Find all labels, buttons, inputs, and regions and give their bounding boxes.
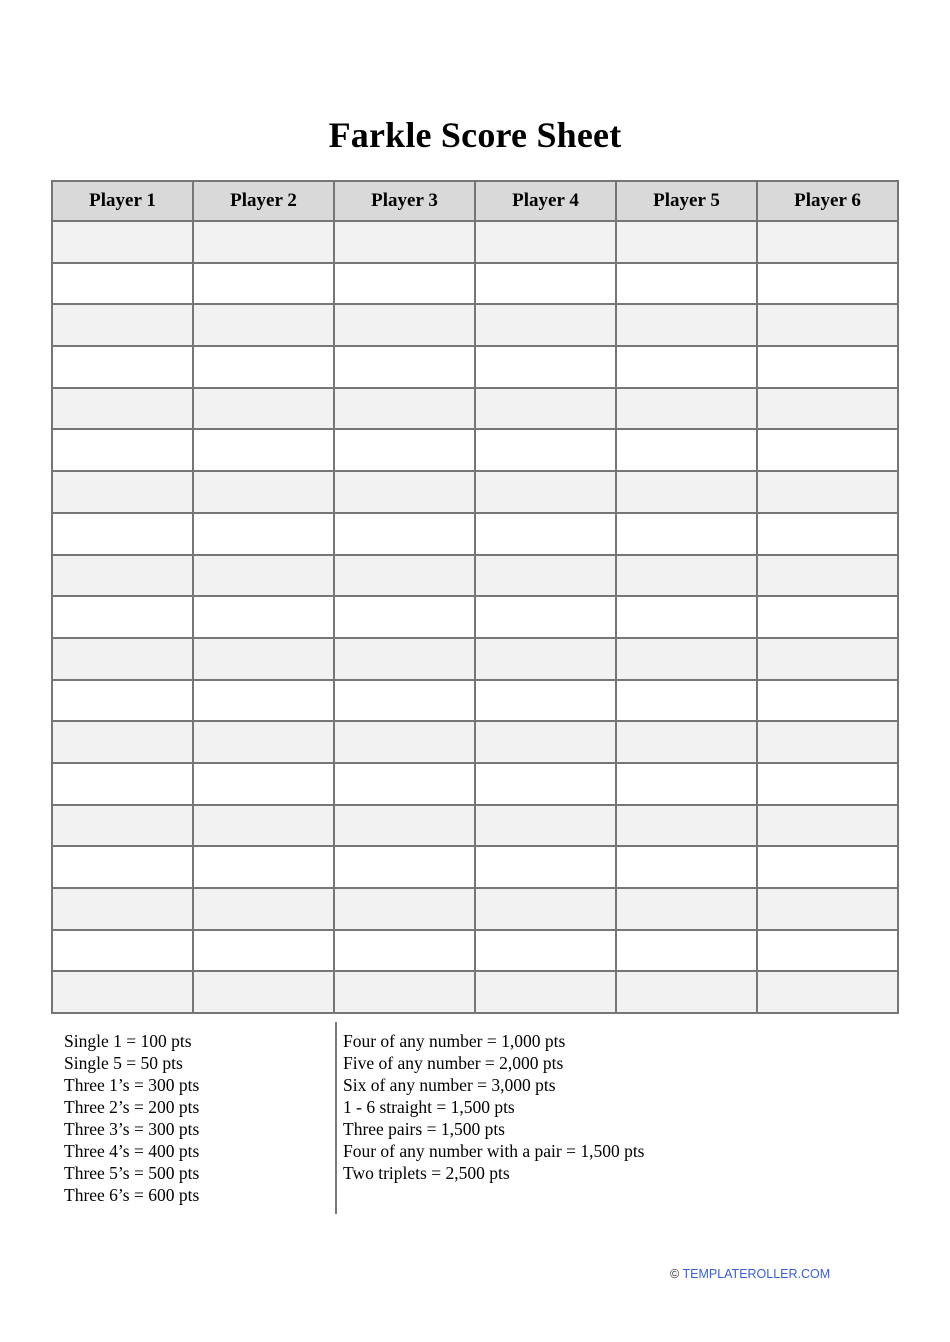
column-header-player-6: Player 6 [757, 181, 898, 221]
score-cell[interactable] [52, 429, 193, 471]
table-row [52, 888, 898, 930]
score-cell[interactable] [334, 888, 475, 930]
score-cell[interactable] [193, 513, 334, 555]
score-cell[interactable] [334, 513, 475, 555]
score-cell[interactable] [475, 263, 616, 305]
score-cell[interactable] [757, 555, 898, 597]
scoring-rule: Five of any number = 2,000 pts [343, 1053, 564, 1073]
scoring-rule: Single 1 = 100 pts [64, 1031, 192, 1051]
score-cell[interactable] [334, 263, 475, 305]
score-cell[interactable] [616, 429, 757, 471]
score-cell[interactable] [616, 304, 757, 346]
score-cell[interactable] [334, 304, 475, 346]
score-cell[interactable] [193, 763, 334, 805]
score-cell[interactable] [475, 638, 616, 680]
score-cell[interactable] [52, 346, 193, 388]
score-cell[interactable] [334, 471, 475, 513]
score-cell[interactable] [757, 429, 898, 471]
score-cell[interactable] [475, 304, 616, 346]
column-header-player-3: Player 3 [334, 181, 475, 221]
score-cell[interactable] [757, 680, 898, 722]
score-cell[interactable] [52, 930, 193, 972]
table-row [52, 471, 898, 513]
copyright-icon: © [670, 1267, 680, 1281]
scoring-rule: Single 5 = 50 pts [64, 1053, 183, 1073]
page-title: Farkle Score Sheet [328, 115, 622, 155]
table-row [52, 721, 898, 763]
score-cell[interactable] [616, 805, 757, 847]
score-cell[interactable] [757, 721, 898, 763]
footer-site-link[interactable]: TEMPLATEROLLER.COM [682, 1267, 831, 1281]
scoring-rules-left [64, 1030, 199, 1206]
score-cell[interactable] [334, 805, 475, 847]
scoring-rule: Three pairs = 1,500 pts [343, 1119, 505, 1139]
score-cell[interactable] [334, 221, 475, 263]
table-row [52, 513, 898, 555]
score-cell[interactable] [193, 555, 334, 597]
table-row [52, 930, 898, 972]
column-header-player-5: Player 5 [616, 181, 757, 221]
score-cell[interactable] [475, 471, 616, 513]
score-cell[interactable] [757, 304, 898, 346]
column-header-player-4: Player 4 [475, 181, 616, 221]
score-cell[interactable] [757, 388, 898, 430]
table-row [52, 346, 898, 388]
score-cell[interactable] [475, 596, 616, 638]
table-row [52, 221, 898, 263]
score-cell[interactable] [193, 471, 334, 513]
score-cell[interactable] [193, 596, 334, 638]
table-row [52, 971, 898, 1013]
scoring-rule: Three 4’s = 400 pts [64, 1141, 200, 1161]
score-cell[interactable] [757, 513, 898, 555]
score-cell[interactable] [334, 346, 475, 388]
score-cell[interactable] [52, 388, 193, 430]
score-cell[interactable] [757, 596, 898, 638]
table-row [52, 263, 898, 305]
score-cell[interactable] [334, 596, 475, 638]
score-cell[interactable] [475, 221, 616, 263]
score-cell[interactable] [475, 888, 616, 930]
table-row [52, 596, 898, 638]
score-cell[interactable] [616, 930, 757, 972]
score-cell[interactable] [475, 429, 616, 471]
score-cell[interactable] [52, 971, 193, 1013]
column-header-player-2: Player 2 [193, 181, 334, 221]
score-cell[interactable] [52, 846, 193, 888]
score-cell[interactable] [475, 930, 616, 972]
score-cell[interactable] [616, 638, 757, 680]
score-cell[interactable] [52, 555, 193, 597]
score-cell[interactable] [52, 680, 193, 722]
score-cell[interactable] [334, 930, 475, 972]
score-table [51, 180, 899, 1014]
score-cell[interactable] [475, 763, 616, 805]
score-cell[interactable] [52, 471, 193, 513]
score-cell[interactable] [193, 638, 334, 680]
score-cell[interactable] [757, 471, 898, 513]
score-cell[interactable] [616, 846, 757, 888]
score-cell[interactable] [475, 680, 616, 722]
score-table-body [52, 221, 898, 1013]
table-row [52, 763, 898, 805]
score-cell[interactable] [52, 221, 193, 263]
scoring-rule: Two triplets = 2,500 pts [343, 1163, 510, 1183]
score-cell[interactable] [475, 513, 616, 555]
score-cell[interactable] [193, 429, 334, 471]
score-cell[interactable] [757, 638, 898, 680]
score-cell[interactable] [193, 805, 334, 847]
score-cell[interactable] [475, 388, 616, 430]
scoring-rule: Three 3’s = 300 pts [64, 1119, 200, 1139]
scoring-rule: Three 1’s = 300 pts [64, 1075, 200, 1095]
score-cell[interactable] [757, 221, 898, 263]
score-cell[interactable] [193, 721, 334, 763]
score-cell[interactable] [334, 388, 475, 430]
score-cell[interactable] [757, 846, 898, 888]
table-row [52, 388, 898, 430]
score-cell[interactable] [193, 846, 334, 888]
score-cell[interactable] [193, 888, 334, 930]
score-cell[interactable] [193, 346, 334, 388]
score-cell[interactable] [757, 971, 898, 1013]
score-cell[interactable] [52, 304, 193, 346]
score-cell[interactable] [616, 471, 757, 513]
table-row [52, 429, 898, 471]
score-cell[interactable] [52, 805, 193, 847]
score-cell[interactable] [475, 971, 616, 1013]
score-cell[interactable] [334, 763, 475, 805]
score-cell[interactable] [475, 346, 616, 388]
score-cell[interactable] [52, 513, 193, 555]
score-cell[interactable] [616, 388, 757, 430]
score-cell[interactable] [52, 721, 193, 763]
table-row [52, 555, 898, 597]
column-header-player-1: Player 1 [52, 181, 193, 221]
score-cell[interactable] [193, 971, 334, 1013]
score-cell[interactable] [334, 638, 475, 680]
score-cell[interactable] [334, 846, 475, 888]
score-cell[interactable] [616, 221, 757, 263]
scoring-rule: Three 2’s = 200 pts [64, 1097, 200, 1117]
score-cell[interactable] [616, 971, 757, 1013]
table-row [52, 638, 898, 680]
score-cell[interactable] [193, 263, 334, 305]
score-cell[interactable] [52, 263, 193, 305]
scoring-rule: 1 - 6 straight = 1,500 pts [343, 1097, 515, 1117]
rules-divider [335, 1022, 337, 1214]
score-cell[interactable] [757, 763, 898, 805]
score-cell[interactable] [475, 721, 616, 763]
score-cell[interactable] [475, 805, 616, 847]
score-cell[interactable] [616, 596, 757, 638]
score-cell[interactable] [52, 596, 193, 638]
score-cell[interactable] [616, 513, 757, 555]
score-cell[interactable] [193, 680, 334, 722]
score-cell[interactable] [334, 721, 475, 763]
score-cell[interactable] [52, 888, 193, 930]
score-cell[interactable] [616, 263, 757, 305]
score-cell[interactable] [334, 971, 475, 1013]
scoring-rule: Four of any number with a pair = 1,500 pts [343, 1141, 645, 1161]
score-cell[interactable] [475, 555, 616, 597]
score-cell[interactable] [52, 763, 193, 805]
score-cell[interactable] [757, 805, 898, 847]
score-cell[interactable] [616, 721, 757, 763]
score-cell[interactable] [616, 346, 757, 388]
scoring-rule: Six of any number = 3,000 pts [343, 1075, 556, 1095]
table-row [52, 805, 898, 847]
footer-credit [670, 1267, 830, 1281]
score-cell[interactable] [757, 263, 898, 305]
score-cell[interactable] [616, 763, 757, 805]
scoring-rule: Three 6’s = 600 pts [64, 1185, 200, 1205]
score-cell[interactable] [757, 888, 898, 930]
score-cell[interactable] [475, 846, 616, 888]
score-cell[interactable] [757, 930, 898, 972]
table-row [52, 680, 898, 722]
score-cell[interactable] [193, 304, 334, 346]
scoring-rule: Four of any number = 1,000 pts [343, 1031, 566, 1051]
score-cell[interactable] [616, 555, 757, 597]
score-cell[interactable] [616, 680, 757, 722]
score-cell[interactable] [334, 429, 475, 471]
score-cell[interactable] [193, 221, 334, 263]
score-cell[interactable] [334, 555, 475, 597]
score-cell[interactable] [334, 680, 475, 722]
scoring-rule: Three 5’s = 500 pts [64, 1163, 200, 1183]
score-cell[interactable] [757, 346, 898, 388]
scoring-rules-right [343, 1030, 645, 1184]
score-cell[interactable] [52, 638, 193, 680]
score-cell[interactable] [193, 388, 334, 430]
table-row [52, 304, 898, 346]
header-row [52, 181, 898, 221]
score-cell[interactable] [193, 930, 334, 972]
score-cell[interactable] [616, 888, 757, 930]
table-row [52, 846, 898, 888]
